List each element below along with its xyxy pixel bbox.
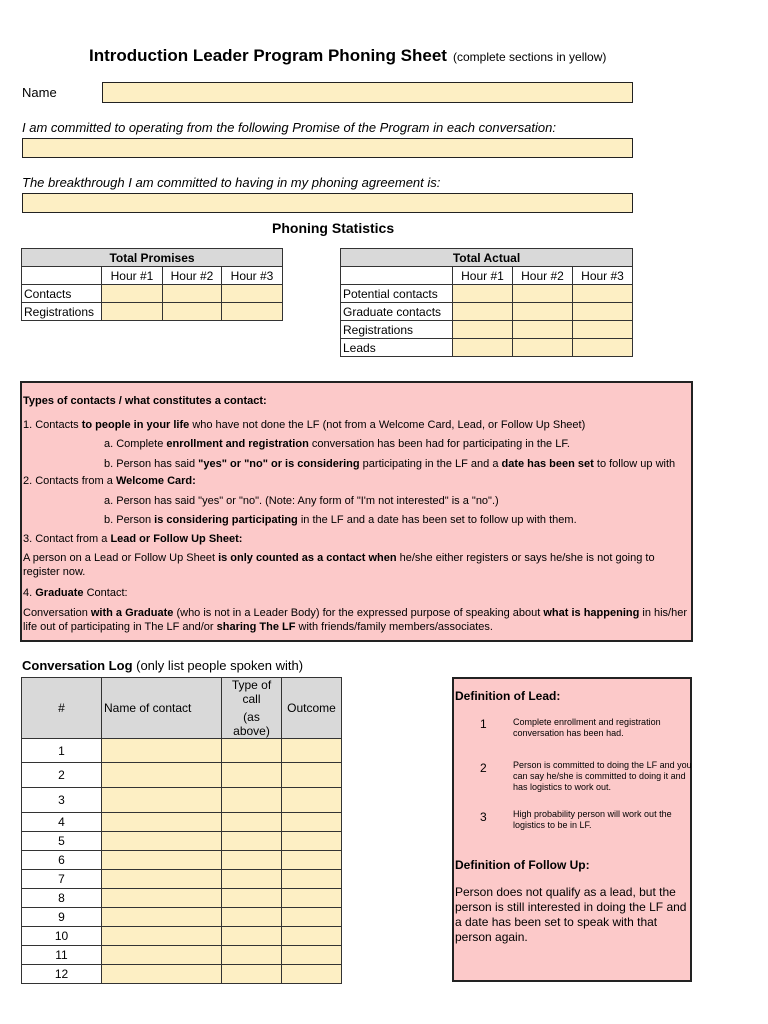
promise-label: I am committed to operating from the following Promise of the Program in each conversation:: [22, 120, 556, 135]
actual-cell[interactable]: [573, 339, 633, 357]
actual-cell[interactable]: [513, 285, 573, 303]
log-cell[interactable]: [282, 927, 342, 946]
log-cell[interactable]: [282, 813, 342, 832]
log-row-num: 12: [22, 965, 102, 984]
ct-text: A person on a Lead or Follow Up Sheet: [23, 552, 219, 564]
actual-cell[interactable]: [573, 303, 633, 321]
log-cell[interactable]: [102, 832, 222, 851]
conversation-log-title: [22, 658, 303, 673]
actual-row-label: Graduate contacts: [341, 303, 453, 321]
promises-cell[interactable]: [222, 285, 283, 303]
promises-cell[interactable]: [163, 303, 222, 321]
actual-cell[interactable]: [453, 339, 513, 357]
ct-text: in his/her life out of participating in The LF and/or: [23, 607, 688, 633]
log-cell[interactable]: [282, 851, 342, 870]
ct-text: participating in the LF and a: [359, 458, 502, 470]
lead-item-text: Complete enrollment and registration conversation has been had.: [513, 717, 661, 738]
ct-text: 3. Contact from a: [23, 533, 111, 545]
promises-cell[interactable]: [102, 285, 163, 303]
contact-type-1a: [104, 438, 570, 450]
actual-cell[interactable]: [573, 321, 633, 339]
contact-type-1b: [104, 457, 691, 470]
log-row-num: 9: [22, 908, 102, 927]
promises-hour-1: Hour #1: [102, 267, 163, 285]
log-cell[interactable]: [102, 927, 222, 946]
log-row-num: 11: [22, 946, 102, 965]
actual-cell[interactable]: [513, 339, 573, 357]
log-col-outcome: Outcome: [282, 678, 342, 739]
actual-cell[interactable]: [453, 321, 513, 339]
log-row-num: 6: [22, 851, 102, 870]
log-cell[interactable]: [222, 813, 282, 832]
log-cell[interactable]: [282, 832, 342, 851]
ct-text: (who is not in a Leader Body) for the expressed purpose of speaking about: [173, 607, 544, 619]
log-cell[interactable]: [282, 870, 342, 889]
actual-table: [340, 248, 633, 357]
ct-text: Contact:: [83, 587, 128, 599]
ct-text: in the LF and a date has been set to follow up with them.: [297, 514, 577, 526]
ct-text: 2. Contacts from a: [23, 475, 116, 487]
log-cell[interactable]: [102, 788, 222, 813]
log-row-num: 1: [22, 739, 102, 763]
log-cell[interactable]: [222, 739, 282, 763]
actual-row-label: Potential contacts: [341, 285, 453, 303]
breakthrough-field[interactable]: [22, 193, 633, 213]
ct-text: he/she either registers or says he/she is not going to register now.: [23, 552, 655, 578]
log-cell[interactable]: [222, 870, 282, 889]
title-note: (complete sections in yellow): [452, 50, 607, 64]
log-cell[interactable]: [222, 851, 282, 870]
promise-field[interactable]: [22, 138, 633, 158]
promises-hour-2: Hour #2: [163, 267, 222, 285]
promises-hour-3: Hour #3: [222, 267, 283, 285]
contact-type-2a: a. Person has said "yes" or "no". (Note: Any form of "I'm not interested" is a "no".): [104, 495, 499, 507]
log-note: (only list people spoken with): [132, 658, 304, 673]
log-row-num: 3: [22, 788, 102, 813]
log-title-text: Conversation Log: [22, 658, 133, 673]
log-cell[interactable]: [222, 908, 282, 927]
ct-bold: Welcome Card:: [115, 475, 196, 487]
breakthrough-label: The breakthrough I am committed to having in my phoning agreement is:: [22, 175, 441, 190]
log-cell[interactable]: [222, 832, 282, 851]
log-col-type-label: Type of call: [231, 678, 272, 706]
log-row-num: 8: [22, 889, 102, 908]
ct-text: Conversation: [23, 607, 91, 619]
ct-bold: sharing The LF: [216, 621, 296, 633]
actual-hour-2: Hour #2: [513, 267, 573, 285]
ct-text: b. Person has said: [104, 458, 199, 470]
log-cell[interactable]: [102, 739, 222, 763]
log-cell[interactable]: [102, 908, 222, 927]
lead-item-number: 2: [480, 761, 487, 775]
contact-type-2: [23, 475, 196, 487]
contact-type-4-text: [23, 606, 689, 634]
promises-corner: [22, 267, 102, 285]
promises-cell[interactable]: [163, 285, 222, 303]
ct-text: a. Complete: [104, 438, 167, 450]
promises-cell[interactable]: [102, 303, 163, 321]
contact-type-1: [23, 419, 585, 431]
ct-text: conversation has been had for participating in the LF.: [308, 438, 570, 450]
ct-bold: "yes" or "no" or is considering: [198, 458, 360, 470]
conversation-log-table: [21, 677, 342, 984]
actual-cell[interactable]: [513, 321, 573, 339]
definitions-box: [452, 677, 692, 982]
log-cell[interactable]: [222, 927, 282, 946]
promises-header: Total Promises: [22, 249, 283, 267]
ct-text: to follow up with: [596, 458, 676, 470]
log-row-num: 10: [22, 927, 102, 946]
actual-row-label: Registrations: [341, 321, 453, 339]
actual-cell[interactable]: [513, 303, 573, 321]
promises-cell[interactable]: [222, 303, 283, 321]
lead-item-text: High probability person will work out the logistics to be in LF.: [513, 809, 672, 830]
log-cell[interactable]: [222, 788, 282, 813]
log-cell[interactable]: [282, 739, 342, 763]
log-cell[interactable]: [102, 965, 222, 984]
actual-header: Total Actual: [341, 249, 633, 267]
page-title: [89, 46, 606, 66]
actual-cell[interactable]: [573, 285, 633, 303]
contact-types-box: [20, 381, 693, 642]
log-row-num: 7: [22, 870, 102, 889]
log-col-name: Name of contact: [102, 678, 222, 739]
name-label: Name: [22, 85, 57, 100]
log-cell[interactable]: [282, 946, 342, 965]
stats-title: Phoning Statistics: [272, 220, 395, 236]
contact-type-4: [23, 587, 128, 599]
contact-types-heading: Types of contacts / what constitutes a contact:: [23, 395, 267, 407]
promises-table: [21, 248, 283, 321]
contact-type-3: [23, 533, 242, 545]
log-cell[interactable]: [282, 965, 342, 984]
actual-row-label: Leads: [341, 339, 453, 357]
log-cell[interactable]: [222, 946, 282, 965]
ct-text: with friends/family members/associates.: [295, 621, 493, 633]
ct-text: b. Person: [104, 514, 155, 526]
log-cell[interactable]: [102, 889, 222, 908]
ct-bold: what is happening: [543, 607, 640, 619]
ct-bold: with a Graduate: [90, 607, 174, 619]
log-cell[interactable]: [102, 851, 222, 870]
lead-item-number: 1: [480, 717, 487, 731]
log-cell[interactable]: [222, 763, 282, 788]
log-col-type: [222, 678, 282, 739]
actual-cell[interactable]: [453, 285, 513, 303]
followup-definition-title: Definition of Follow Up:: [455, 858, 590, 872]
followup-definition-text: Person does not qualify as a lead, but the person is still interested in doing the LF and a date has been set to speak with that person again.: [455, 885, 687, 944]
actual-hour-1: Hour #1: [453, 267, 513, 285]
log-cell[interactable]: [102, 763, 222, 788]
ct-text: who have not done the LF (not from a Welcome Card, Lead, or Follow Up Sheet): [189, 419, 586, 431]
log-col-num: #: [22, 678, 102, 739]
ct-text: 1. Contacts: [23, 419, 82, 431]
log-col-type-sub: (as above): [233, 710, 270, 738]
log-cell[interactable]: [222, 965, 282, 984]
contact-type-3-text: [23, 551, 689, 579]
log-cell[interactable]: [102, 870, 222, 889]
promises-row-label: Registrations: [22, 303, 102, 321]
log-cell[interactable]: [282, 763, 342, 788]
log-cell[interactable]: [282, 788, 342, 813]
log-row-num: 4: [22, 813, 102, 832]
actual-cell[interactable]: [453, 303, 513, 321]
name-field[interactable]: [102, 82, 633, 103]
lead-item-number: 3: [480, 810, 487, 824]
title-text: Introduction Leader Program Phoning Sheet: [89, 46, 447, 65]
ct-bold: enrollment and registration: [166, 438, 309, 450]
ct-text: 4.: [23, 587, 36, 599]
log-row-num: 2: [22, 763, 102, 788]
promises-row-label: Contacts: [22, 285, 102, 303]
ct-bold: Lead or Follow Up Sheet:: [110, 533, 243, 545]
log-cell[interactable]: [282, 889, 342, 908]
log-cell[interactable]: [102, 813, 222, 832]
ct-bold: is only counted as a contact when: [218, 552, 397, 564]
ct-bold: to people in your life: [81, 419, 190, 431]
ct-bold: Graduate: [35, 587, 84, 599]
lead-item-text: Person is committed to doing the LF and you can say he/she is committed to doing it and has logistics to work out.: [513, 760, 692, 792]
contact-type-2b: [104, 514, 577, 526]
log-cell[interactable]: [222, 889, 282, 908]
log-row-num: 5: [22, 832, 102, 851]
lead-definition-title: Definition of Lead:: [455, 689, 561, 703]
log-cell[interactable]: [102, 946, 222, 965]
actual-hour-3: Hour #3: [573, 267, 633, 285]
actual-corner: [341, 267, 453, 285]
log-cell[interactable]: [282, 908, 342, 927]
ct-bold: is considering participating: [154, 514, 298, 526]
ct-bold: date has been set: [501, 458, 594, 470]
